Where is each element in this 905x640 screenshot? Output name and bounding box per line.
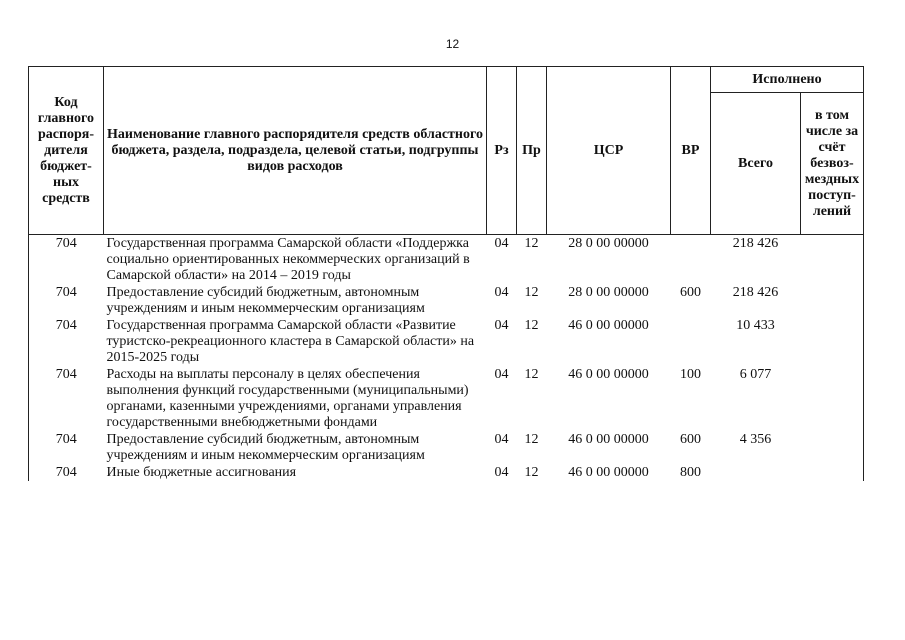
cell-vr <box>671 235 711 285</box>
cell-code: 704 <box>29 464 104 481</box>
table-row <box>29 284 864 317</box>
cell-grants <box>801 284 864 317</box>
cell-total: 6 077 <box>739 367 772 382</box>
cell-vr: 100 <box>680 367 701 382</box>
cell-grants <box>801 235 864 285</box>
cell-grants <box>801 366 864 431</box>
table-row <box>29 464 864 481</box>
cell-pr: 12 <box>524 236 539 251</box>
cell-rz: 04 <box>494 367 509 382</box>
cell-name: Иные бюджетные ассигнования <box>106 465 297 480</box>
header-csr: ЦСР <box>547 67 671 235</box>
cell-pr: 12 <box>524 465 539 480</box>
cell-code: 704 <box>29 431 104 464</box>
cell-name: Предоставление субсидий бюджетным, автономным учреждениям и иным некоммерческим организациям <box>106 432 425 463</box>
cell-name: Государственная программа Самарской области «Развитие туристско-рекреационного кластера в Самарской области» на 2015-2025 годы <box>106 318 475 365</box>
table-row <box>29 317 864 366</box>
cell-pr: 12 <box>524 367 539 382</box>
cell-code: 704 <box>29 317 104 366</box>
page-number: 12 <box>445 37 460 51</box>
cell-total <box>711 464 801 481</box>
cell-pr: 12 <box>524 432 539 447</box>
cell-csr: 46 0 00 00000 <box>568 367 649 382</box>
cell-total: 10 433 <box>736 318 775 333</box>
table-row <box>29 235 864 285</box>
table-header <box>29 67 864 235</box>
cell-rz: 04 <box>494 465 509 480</box>
header-name: Наименование главного распорядителя средств областного бюджета, раздела, подраздела, целевой статьи, подгруппы видов расходов <box>104 67 487 235</box>
cell-pr: 12 <box>524 285 539 300</box>
cell-vr: 600 <box>680 285 701 300</box>
header-grants: в том числе за счёт безвоз-мездных поступ-лений <box>801 93 864 235</box>
budget-execution-table <box>28 66 864 481</box>
header-pr: Пр <box>517 67 547 235</box>
header-vr: ВР <box>671 67 711 235</box>
cell-csr: 46 0 00 00000 <box>568 318 649 333</box>
cell-csr: 28 0 00 00000 <box>568 236 649 251</box>
header-executed: Исполнено <box>711 67 864 93</box>
header-total: Всего <box>711 93 801 235</box>
header-code: Код главного распоря-дителя бюджет-ных средств <box>29 67 104 235</box>
cell-code: 704 <box>29 235 104 285</box>
cell-vr <box>671 317 711 366</box>
cell-name: Государственная программа Самарской области «Поддержка социально ориентированных некоммерческих организаций в Самарской области» на 2014 – 2019 годы <box>106 236 470 283</box>
cell-total: 4 356 <box>739 432 772 447</box>
cell-grants <box>801 464 864 481</box>
cell-code: 704 <box>29 284 104 317</box>
cell-pr: 12 <box>524 318 539 333</box>
cell-vr: 600 <box>680 432 701 447</box>
table-row <box>29 431 864 464</box>
cell-grants <box>801 431 864 464</box>
cell-csr: 28 0 00 00000 <box>568 285 649 300</box>
cell-vr: 800 <box>680 465 701 480</box>
table-row <box>29 366 864 431</box>
cell-code: 704 <box>29 366 104 431</box>
cell-rz: 04 <box>494 236 509 251</box>
cell-total: 218 426 <box>732 285 779 300</box>
cell-rz: 04 <box>494 318 509 333</box>
cell-total: 218 426 <box>732 236 779 251</box>
cell-grants <box>801 317 864 366</box>
cell-name: Предоставление субсидий бюджетным, автономным учреждениям и иным некоммерческим организациям <box>106 285 425 316</box>
cell-csr: 46 0 00 00000 <box>568 465 649 480</box>
header-rz: Рз <box>487 67 517 235</box>
cell-csr: 46 0 00 00000 <box>568 432 649 447</box>
cell-name: Расходы на выплаты персоналу в целях обеспечения выполнения функций государственными (муниципальными) органами, казенными учреждениями, органами управления государственными внебюджетными фондами <box>106 367 469 430</box>
cell-rz: 04 <box>494 285 509 300</box>
cell-rz: 04 <box>494 432 509 447</box>
